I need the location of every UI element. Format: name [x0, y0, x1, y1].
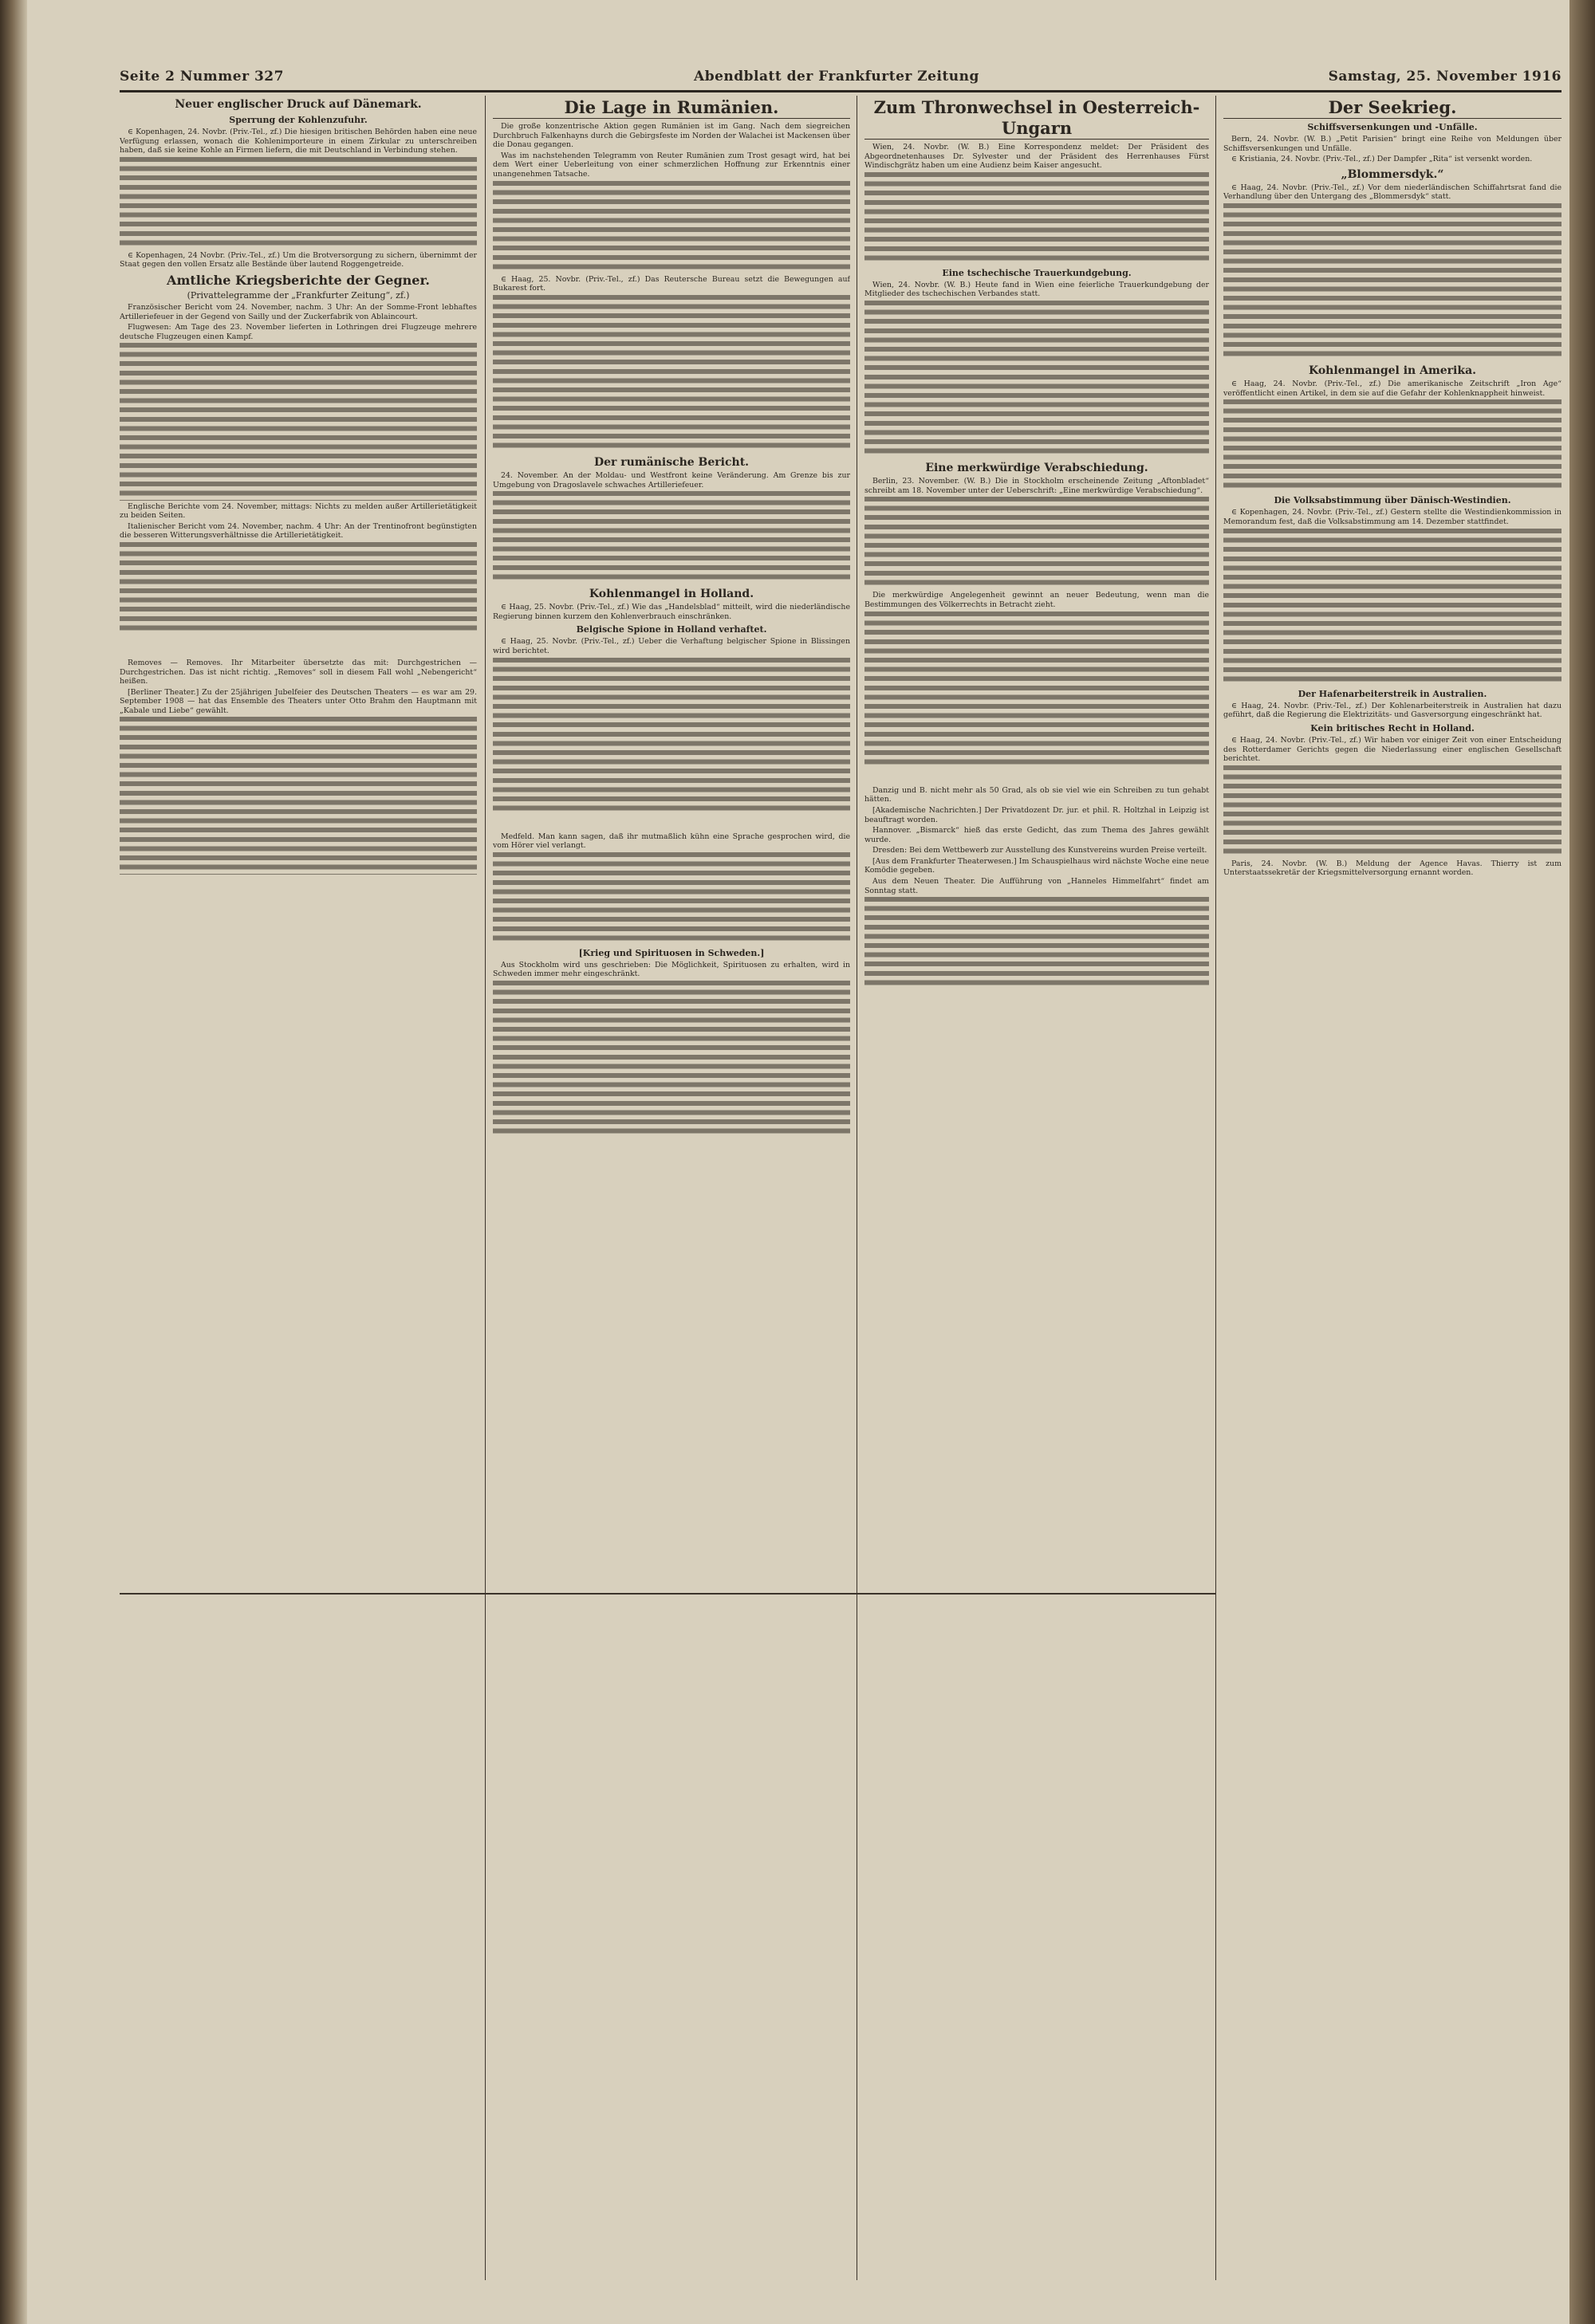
masthead-rule: [120, 90, 1562, 92]
article-paragraph: 24. November. An der Moldau- und Westfront keine Veränderung. Am Grenze bis zur Umgebung von Dragoslavele schwaches Artilleriefeuer.: [493, 470, 850, 490]
page-binding-edge: [0, 0, 27, 2324]
article-body-text: [864, 497, 1209, 589]
issue-date: Samstag, 25. November 1916: [1328, 69, 1562, 85]
article-headline: Neuer englischer Druck auf Dänemark.: [175, 98, 422, 111]
article-paragraph: ∈ Kopenhagen, 24. Novbr. (Priv.-Tel., zf.) Gestern stellte die Westindienkommission in Memorandum fest, daß die Volksabstimmung am 14. Dezember stattfindet.: [1223, 508, 1562, 526]
article-body-text: [864, 301, 1209, 458]
feuilleton-paragraph: Danzig und B. nicht mehr als 50 Grad, als ob sie viel wie ein Schreiben zu tun gehabt hätten.: [864, 785, 1209, 804]
article-subheadline: Belgische Spione in Holland verhaftet.: [576, 624, 767, 635]
article-headline: Kohlenmangel in Amerika.: [1308, 364, 1477, 378]
article-headline: Die Lage in Rumänien.: [493, 97, 850, 119]
feuilleton-paragraph: Aus dem Neuen Theater. Die Aufführung von „Hanneles Himmelfahrt“ findet am Sonntag statt.: [864, 877, 1209, 895]
article-paragraph: Italienischer Bericht vom 24. November, nachm. 4 Uhr: An der Trentinofront begünstigten die besseren Witterungsverhältnisse die Artillerietätigkeit.: [120, 521, 477, 541]
article-paragraph: ∈ Haag, 24. Novbr. (Priv.-Tel., zf.) Vor dem niederländischen Schiffahrtsrat fand die Verhandlung über den Untergang des „Blommersdyk“ statt.: [1223, 183, 1562, 202]
article-paragraph: Die große konzentrische Aktion gegen Rumänien ist im Gang. Nach dem siegreichen Durchbruch Falkenhayns durch die Gebirgsfeste im Norden der Walachei ist Mackensen über die Donau gegangen.: [493, 122, 850, 150]
feuilleton-paragraph: Removes — Removes. Ihr Mitarbeiter übersetzte das mit: Durchgestrichen — Durchgestrichen. Das ist nicht richtig. „Removes“ soll in diesem Fall wohl „Nebengericht“ heißen.: [120, 658, 477, 686]
article-headline: „Blommersdyk.“: [1341, 167, 1444, 181]
article-paragraph: Wien, 24. Novbr. (W. B.) Eine Korrespondenz meldet: Der Präsident des Abgeordnetenhauses Dr. Sylvester und der Präsident des Herrenhauses Fürst Windischgrätz haben um eine Audienz beim Kaiser angesucht.: [864, 143, 1209, 171]
article-body-text: [120, 717, 477, 874]
article-headline: Kohlenmangel in Holland.: [589, 588, 754, 601]
article-paragraph: Paris, 24. Novbr. (W. B.) Meldung der Agence Havas. Thierry ist zum Unterstaatssekretär der Kriegsmittelversorgung ernannt worden.: [1223, 859, 1562, 878]
article-body-text: [493, 181, 850, 273]
article-body-text: [1223, 203, 1562, 360]
article-paragraph: ∈ Kristiania, 24. Novbr. (Priv.-Tel., zf.) Der Dampfer „Rita“ ist versenkt worden.: [1231, 155, 1533, 164]
article-paragraph: Berlin, 23. November. (W. B.) Die in Stockholm erscheinende Zeitung „Aftonbladet“ schreibt am 18. November unter der Ueberschrift: „Eine merkwürdige Verabschiedung“.: [864, 477, 1209, 495]
article-headline: Eine merkwürdige Verabschiedung.: [925, 462, 1148, 475]
article-body-text: [120, 343, 477, 500]
article-subheadline: Kein britisches Recht in Holland.: [1310, 722, 1475, 733]
article-body-text: [120, 157, 477, 250]
article-subheadline: [Krieg und Spirituosen in Schweden.]: [578, 947, 765, 958]
article-subheadline: Eine tschechische Trauerkundgebung.: [942, 267, 1132, 278]
masthead: [120, 62, 1562, 94]
article-subheadline: Der Hafenarbeiterstreik in Australien.: [1298, 688, 1487, 699]
article-body-text: [1223, 399, 1562, 492]
article-subheadline: Sperrung der Kohlenzufuhr.: [229, 115, 368, 125]
feuilleton-paragraph: Dresden: Bei dem Wettbewerb zur Ausstellung des Kunstvereins wurden Preise verteilt.: [872, 846, 1207, 855]
feuilleton-paragraph: Hannover. „Bismarck“ hieß das erste Gedicht, das zum Thema des Jahres gewählt wurde.: [864, 826, 1209, 844]
column-divider: [485, 96, 486, 2280]
article-headline: Der rumänische Bericht.: [593, 455, 750, 469]
article-paragraph: ∈ Haag, 25. Novbr. (Priv.-Tel., zf.) Wie das „Handelsblad“ mitteilt, wird die niederländische Regierung binnen kurzem den Kohlenverbrauch einschränken.: [493, 603, 850, 621]
article-body-text: [864, 611, 1209, 769]
column-4: [1223, 94, 1562, 2279]
feuilleton-paragraph: Medfeld. Man kann sagen, daß ihr mutmaßlich kühn eine Sprache gesprochen wird, die vom Hörer viel verlangt.: [493, 832, 850, 851]
article-body-text: [493, 491, 850, 584]
article-paragraph: Wien, 24. Novbr. (W. B.) Heute fand in Wien eine feierliche Trauerkundgebung der Mitglieder des tschechischen Verbandes statt.: [864, 280, 1209, 299]
article-body-text: [864, 897, 1209, 989]
article-body-text: [493, 852, 850, 945]
feuilleton-paragraph: [Berliner Theater.] Zu der 25jährigen Jubelfeier des Deutschen Theaters — es war am 29. September 1908 — hat das Ensemble des Theaters unter Otto Brahm den Hauptmann mit „Kabale und Liebe“ gewählt.: [120, 687, 477, 715]
article-paragraph: Französischer Bericht vom 24. November, nachm. 3 Uhr: An der Somme-Front lebhaftes Artilleriefeuer in der Gegend von Sailly und der Zuckerfabrik von Ablaincourt.: [120, 302, 477, 321]
feuilleton-paragraph: [Aus dem Frankfurter Theaterwesen.] Im Schauspielhaus wird nächste Woche eine neue Komödie gegeben.: [864, 856, 1209, 875]
feuilleton-paragraph: Aus Stockholm wird uns geschrieben: Die Möglichkeit, Spirituosen zu erhalten, wird in Schweden immer mehr eingeschränkt.: [493, 960, 850, 979]
article-headline: Der Seekrieg.: [1223, 97, 1562, 119]
article-paragraph: ∈ Haag, 25. Novbr. (Priv.-Tel., zf.) Ueber die Verhaftung belgischer Spione in Blissingen wird berichtet.: [493, 637, 850, 655]
article-paragraph: ∈ Kopenhagen, 24. Novbr. (Priv.-Tel., zf.) Die hiesigen britischen Behörden haben eine neue Verfügung erlassen, wonach die Kohlenimporteure in einem Zirkular zu unterschreiben haben, daß sie keine Kohle an Firmen liefern, die mit Deutschland in Verbindung stehen.: [120, 128, 477, 155]
article-paragraph: ∈ Haag, 24. Novbr. (Priv.-Tel., zf.) Die amerikanische Zeitschrift „Iron Age“ veröffentlicht einen Artikel, in dem sie auf die Gefahr der Kohlenknappheit hinweist.: [1223, 379, 1562, 398]
column-divider: [1215, 96, 1216, 2280]
article-headline: Zum Thronwechsel in Oesterreich-Ungarn: [864, 97, 1209, 140]
book-edge: [1569, 0, 1595, 2324]
article-paragraph: Bern, 24. Novbr. (W. B.) „Petit Parisien“ bringt eine Reihe von Meldungen über Schiffsversenkungen und Unfälle.: [1223, 135, 1562, 153]
article-paragraph: Die merkwürdige Angelegenheit gewinnt an neuer Bedeutung, wenn man die Bestimmungen des Völkerrechts in Betracht zieht.: [864, 591, 1209, 609]
article-paragraph: Was im nachstehenden Telegramm von Reuter Rumänien zum Trost gesagt wird, hat bei dem Wert einer Ueberleitung von einer schmerzlichen Hoffnung zur Erkenntnis einer unangenehmen Tatsache.: [493, 151, 850, 179]
article-subheadline: Schiffsversenkungen und -Unfälle.: [1307, 122, 1478, 132]
article-subheadline: Die Volksabstimmung über Dänisch-Westindien.: [1274, 495, 1511, 506]
column-2: [493, 94, 850, 2279]
feuilleton-paragraph: [Akademische Nachrichten.] Der Privatdozent Dr. jur. et phil. R. Holtzhal in Leipzig ist beauftragt worden.: [864, 805, 1209, 824]
article-paragraph: ∈ Haag, 24. Novbr. (Priv.-Tel., zf.) Wir haben vor einiger Zeit von einer Entscheidung des Rotterdamer Gerichts gegen die Niederlassung einer englischen Gesellschaft berichtet.: [1223, 735, 1562, 764]
newspaper-title: Abendblatt der Frankfurter Zeitung: [694, 69, 979, 85]
article-paragraph: ∈ Kopenhagen, 24 Novbr. (Priv.-Tel., zf.) Um die Brotversorgung zu sichern, übernimmt der Staat gegen den vollen Ersatz alle Bestände über lautend Roggengetreide.: [120, 250, 477, 269]
article-paragraph: ∈ Haag, 24. Novbr. (Priv.-Tel., zf.) Der Kohlenarbeiterstreik in Australien hat dazu geführt, daß die Regierung die Elektrizitäts- und Gasversorgung eingeschränkt hat.: [1223, 701, 1562, 720]
article-body-text: [1223, 765, 1562, 858]
column-1: [120, 94, 477, 2279]
article-paragraph: Flugwesen: Am Tage des 23. November lieferten in Lothringen drei Flugzeuge mehrere deutsche Flugzeugen einen Kampf.: [120, 323, 477, 341]
article-subheadline: (Privattelegramme der „Frankfurter Zeitung“, zf.): [187, 289, 410, 301]
page-number-label: Seite 2 Nummer 327: [120, 69, 284, 85]
article-body-text: [1223, 529, 1562, 686]
article-body-text: [493, 658, 850, 815]
article-paragraph: ∈ Haag, 25. Novbr. (Priv.-Tel., zf.) Das Reutersche Bureau setzt die Bewegungen auf Bukarest fort.: [493, 274, 850, 293]
article-body-text: [493, 295, 850, 452]
article-headline: Amtliche Kriegsberichte der Gegner.: [167, 272, 430, 288]
article-paragraph: Englische Berichte vom 24. November, mittags: Nichts zu melden außer Artillerietätigkeit zu beiden Seiten.: [120, 501, 477, 521]
column-3: [864, 94, 1209, 2279]
article-body-text: [120, 542, 477, 635]
article-body-text: [493, 981, 850, 1138]
article-body-text: [864, 172, 1209, 265]
